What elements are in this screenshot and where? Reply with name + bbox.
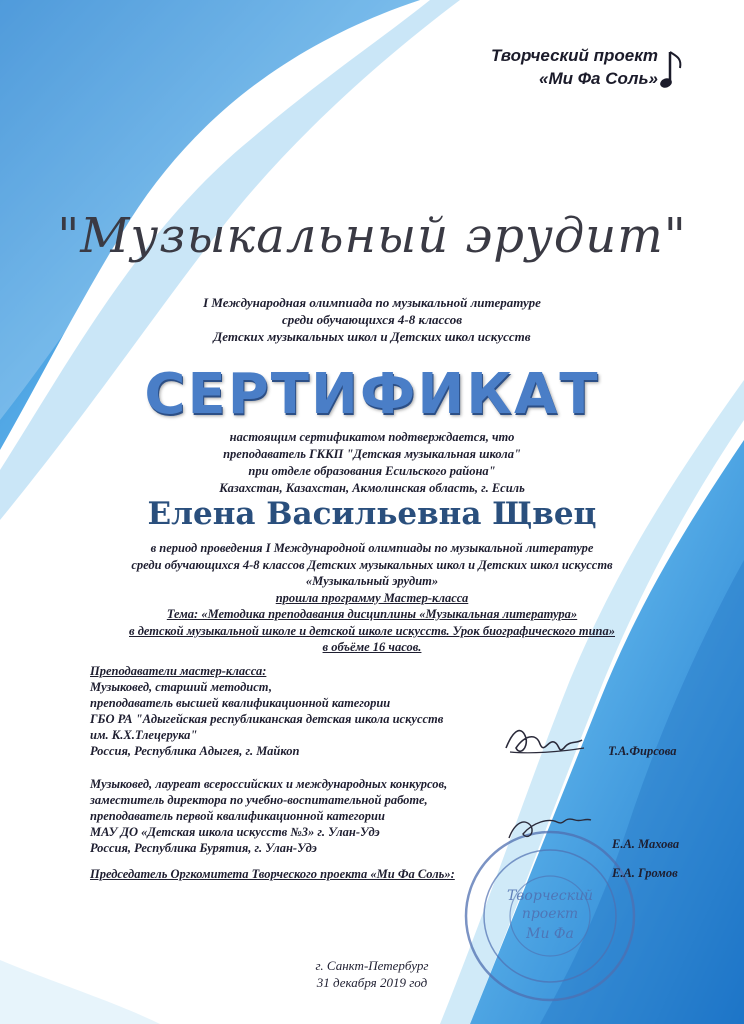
body-line: в период проведения I Международной олимпиады по музыкальной литературе	[150, 541, 594, 555]
teacher-2-signature-name: Е.А. Махова	[612, 837, 680, 851]
teacher-2-block	[90, 776, 447, 856]
subtitle-block	[0, 294, 744, 345]
body-line: в объёме 16 часов.	[322, 640, 422, 654]
certificate-heading: СЕРТИФИКАТ	[144, 362, 600, 427]
confirm-line: при отделе образования Есильского района"	[248, 464, 496, 478]
teacher-line: Россия, Республика Адыгея, г. Майкоп	[90, 744, 300, 758]
teacher-line: преподаватель первой квалификационной категории	[90, 809, 385, 823]
teacher-line: ГБО РА "Адыгейская республиканская детская школа искусств	[90, 712, 444, 726]
stamp-text-1: Творческий	[506, 888, 594, 904]
brand-line-2: «Ми Фа Соль»	[539, 69, 658, 88]
project-brand	[491, 44, 658, 90]
subtitle-line: Детских музыкальных школ и Детских школ искусств	[213, 329, 531, 344]
teacher-line: преподаватель высшей квалификационной категории	[90, 696, 391, 710]
date: 31 декабря 2019 год	[316, 975, 428, 990]
confirm-line: настоящим сертификатом подтверждается, что	[229, 430, 515, 444]
music-note-icon	[660, 48, 686, 92]
confirm-line: преподаватель ГККП "Детская музыкальная школа"	[223, 447, 521, 461]
body-line: Тема: «Методика преподавания дисциплины «Музыкальная литература»	[166, 607, 578, 621]
recipient-name: Елена Васильевна Щвец	[147, 496, 597, 532]
teacher-line: заместитель директора по учебно-воспитательной работе,	[90, 793, 428, 807]
teacher-1-signature-name: Т.А.Фирсова	[608, 744, 677, 758]
teacher-line: Музыковед, старший методист,	[90, 680, 272, 694]
subtitle-line: среди обучающихся 4-8 классов	[281, 312, 463, 327]
signature-makhova	[505, 808, 595, 848]
teachers-heading: Преподаватели мастер-класса:	[90, 664, 267, 678]
body-line: в детской музыкальной школе и детской школе искусств. Урок биографического типа»	[129, 623, 615, 638]
city: г. Санкт-Петербург	[315, 958, 429, 973]
stamp-text-2: проект	[521, 906, 579, 922]
body-line: «Музыкальный эрудит»	[305, 574, 439, 588]
confirm-line: Казахстан, Казахстан, Акмолинская область, г. Есиль	[219, 481, 525, 495]
brand-line-1: Творческий проект	[491, 46, 658, 65]
chairman-label: Председатель Оргкомитета Творческого проекта «Ми Фа Соль»:	[90, 867, 455, 881]
place-and-date	[0, 957, 744, 991]
teacher-line: МАУ ДО «Детская школа искусств №3» г. Улан-Удэ	[90, 825, 380, 839]
teacher-line: Музыковед, лауреат всероссийских и международных конкурсов,	[90, 777, 448, 791]
stamp-text-3: Ми Фа	[526, 926, 574, 942]
body-line: прошла программу Мастер-класса	[275, 590, 469, 605]
subtitle-line: I Международная олимпиада по музыкальной литературе	[203, 295, 541, 310]
body-line: среди обучающихся 4-8 классов Детских музыкальных школ и Детских школ искусств	[131, 557, 613, 572]
signature-firsova	[500, 718, 590, 768]
teacher-line: им. К.Х.Тлецерука"	[90, 728, 198, 742]
confirmation-block	[0, 429, 744, 497]
teacher-1-block	[90, 663, 443, 759]
body-block	[0, 540, 744, 656]
chairman-signature-name: Е.А. Громов	[612, 866, 678, 880]
teacher-line: Россия, Республика Бурятия, г. Улан-Удэ	[90, 841, 317, 855]
contest-title: "Музыкальный эрудит"	[57, 208, 687, 264]
